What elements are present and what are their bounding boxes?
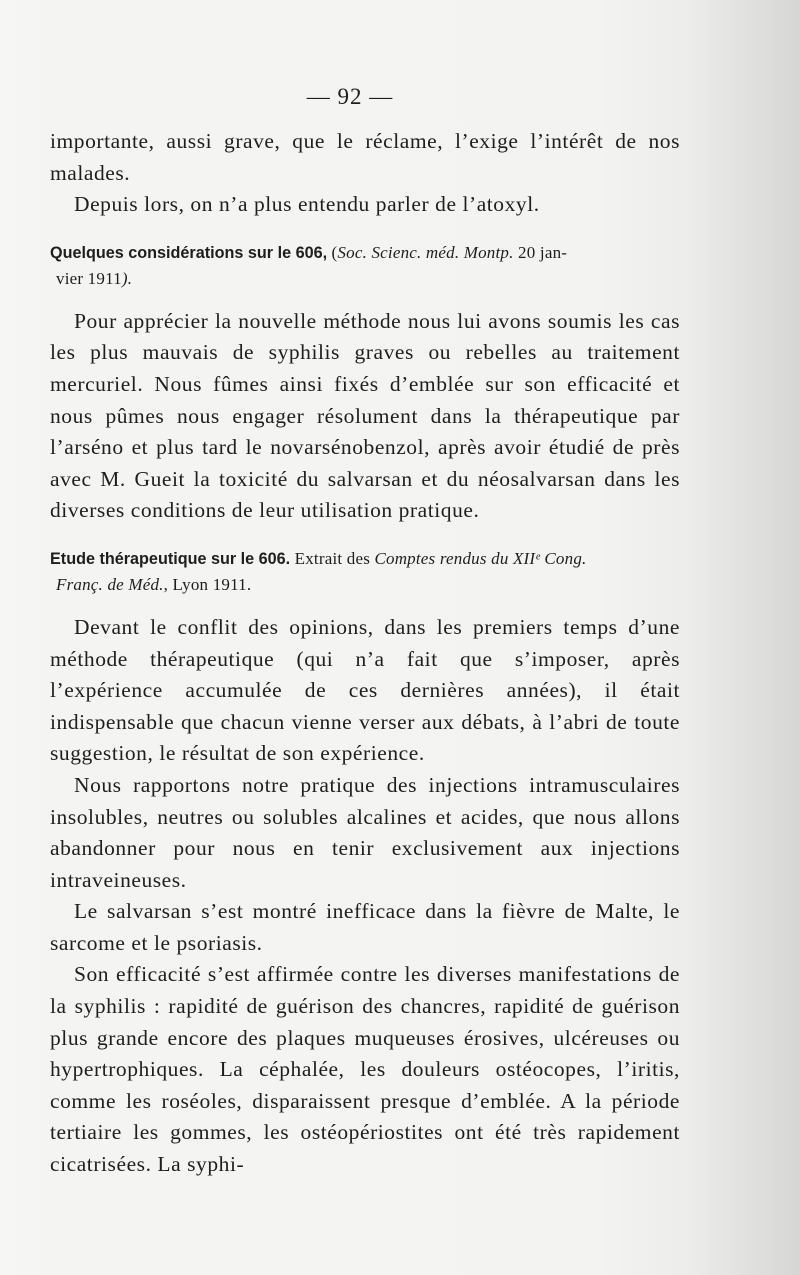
heading-journal-line2: Franç. de Méd. — [56, 574, 164, 594]
paragraph-salvarsan: Le salvarsan s’est montré inefficace dans la fièvre de Malte, le sarcome et le psoriasis. — [50, 899, 680, 955]
paragraph-pour-apprecier: Pour apprécier la nouvelle méthode nous lui avons soumis les cas les plus mauvais de syphilis graves ou rebelles au traitement mercuriel. Nous fûmes ainsi fixés d’emblée sur son efficacité et nous pûmes nous engager résolument dans la thérapeutique par l’arséno et plus tard le novarsénobenzol, après avoir étudié de près avec M. Gueit la toxicité du salvarsan et du néosalvarsan dans les diverses conditions de leur utilisation pratique. — [50, 308, 680, 523]
body-text — [50, 126, 680, 1181]
heading-paren-open: ( — [331, 242, 338, 262]
page-number: — 92 — — [306, 84, 394, 109]
heading-place-year: , Lyon 1911. — [163, 574, 252, 594]
section-heading-considerations — [50, 240, 680, 292]
heading-extract: Extrait des — [294, 548, 371, 568]
paragraph-importante: importante, aussi grave, que le réclame, l’exige l’intérêt de nos malades. — [50, 129, 680, 185]
heading-journal: Soc. Scienc. méd. Montp. — [337, 242, 514, 262]
paragraph-atoxyl: Depuis lors, on n’a plus entendu parler de l’atoxyl. — [74, 192, 540, 217]
heading-date-part2: vier 1911 — [56, 268, 122, 288]
heading-paren-close: ). — [121, 268, 133, 288]
paragraph-devant: Devant le conflit des opinions, dans les premiers temps d’une méthode thérapeutique (qui n’a fait que s’imposer, après l’expérience accumulée de ces dernières années), il était indispensable que chacun vienne verser aux débats, à l’abri de toute suggestion, le résultat de son expérience. — [50, 614, 680, 766]
paragraph-nous-rapportons: Nous rapportons notre pratique des injections intramusculaires insolubles, neutres ou solubles alcalines et acides, que nous allons abandonner pour nous en tenir exclusivement aux injections intraveineuses. — [50, 772, 680, 892]
section-heading-etude — [50, 546, 680, 598]
heading-title: Etude thérapeutique sur le 606. — [50, 549, 291, 568]
paragraph-efficacite: Son efficacité s’est affirmée contre les diverses manifestations de la syphilis : rapidité de guérison des chancres, rapidité de guérison plus grande encore des plaques muqueuses érosives, ulcéreuses ou hypertrophiques. La céphalée, les douleurs ostéocopes, l’iritis, comme les roséoles, disparaissent presque d’emblée. A la période tertiaire les gommes, les ostéopériostites ont été très rapidement cicatrisées. La syphi- — [50, 962, 680, 1177]
heading-date-part1: 20 jan- — [518, 242, 568, 262]
heading-title: Quelques considérations sur le 606, — [50, 243, 328, 262]
heading-journal-line1: Comptes rendus du XIIᵉ Cong. — [374, 548, 587, 568]
